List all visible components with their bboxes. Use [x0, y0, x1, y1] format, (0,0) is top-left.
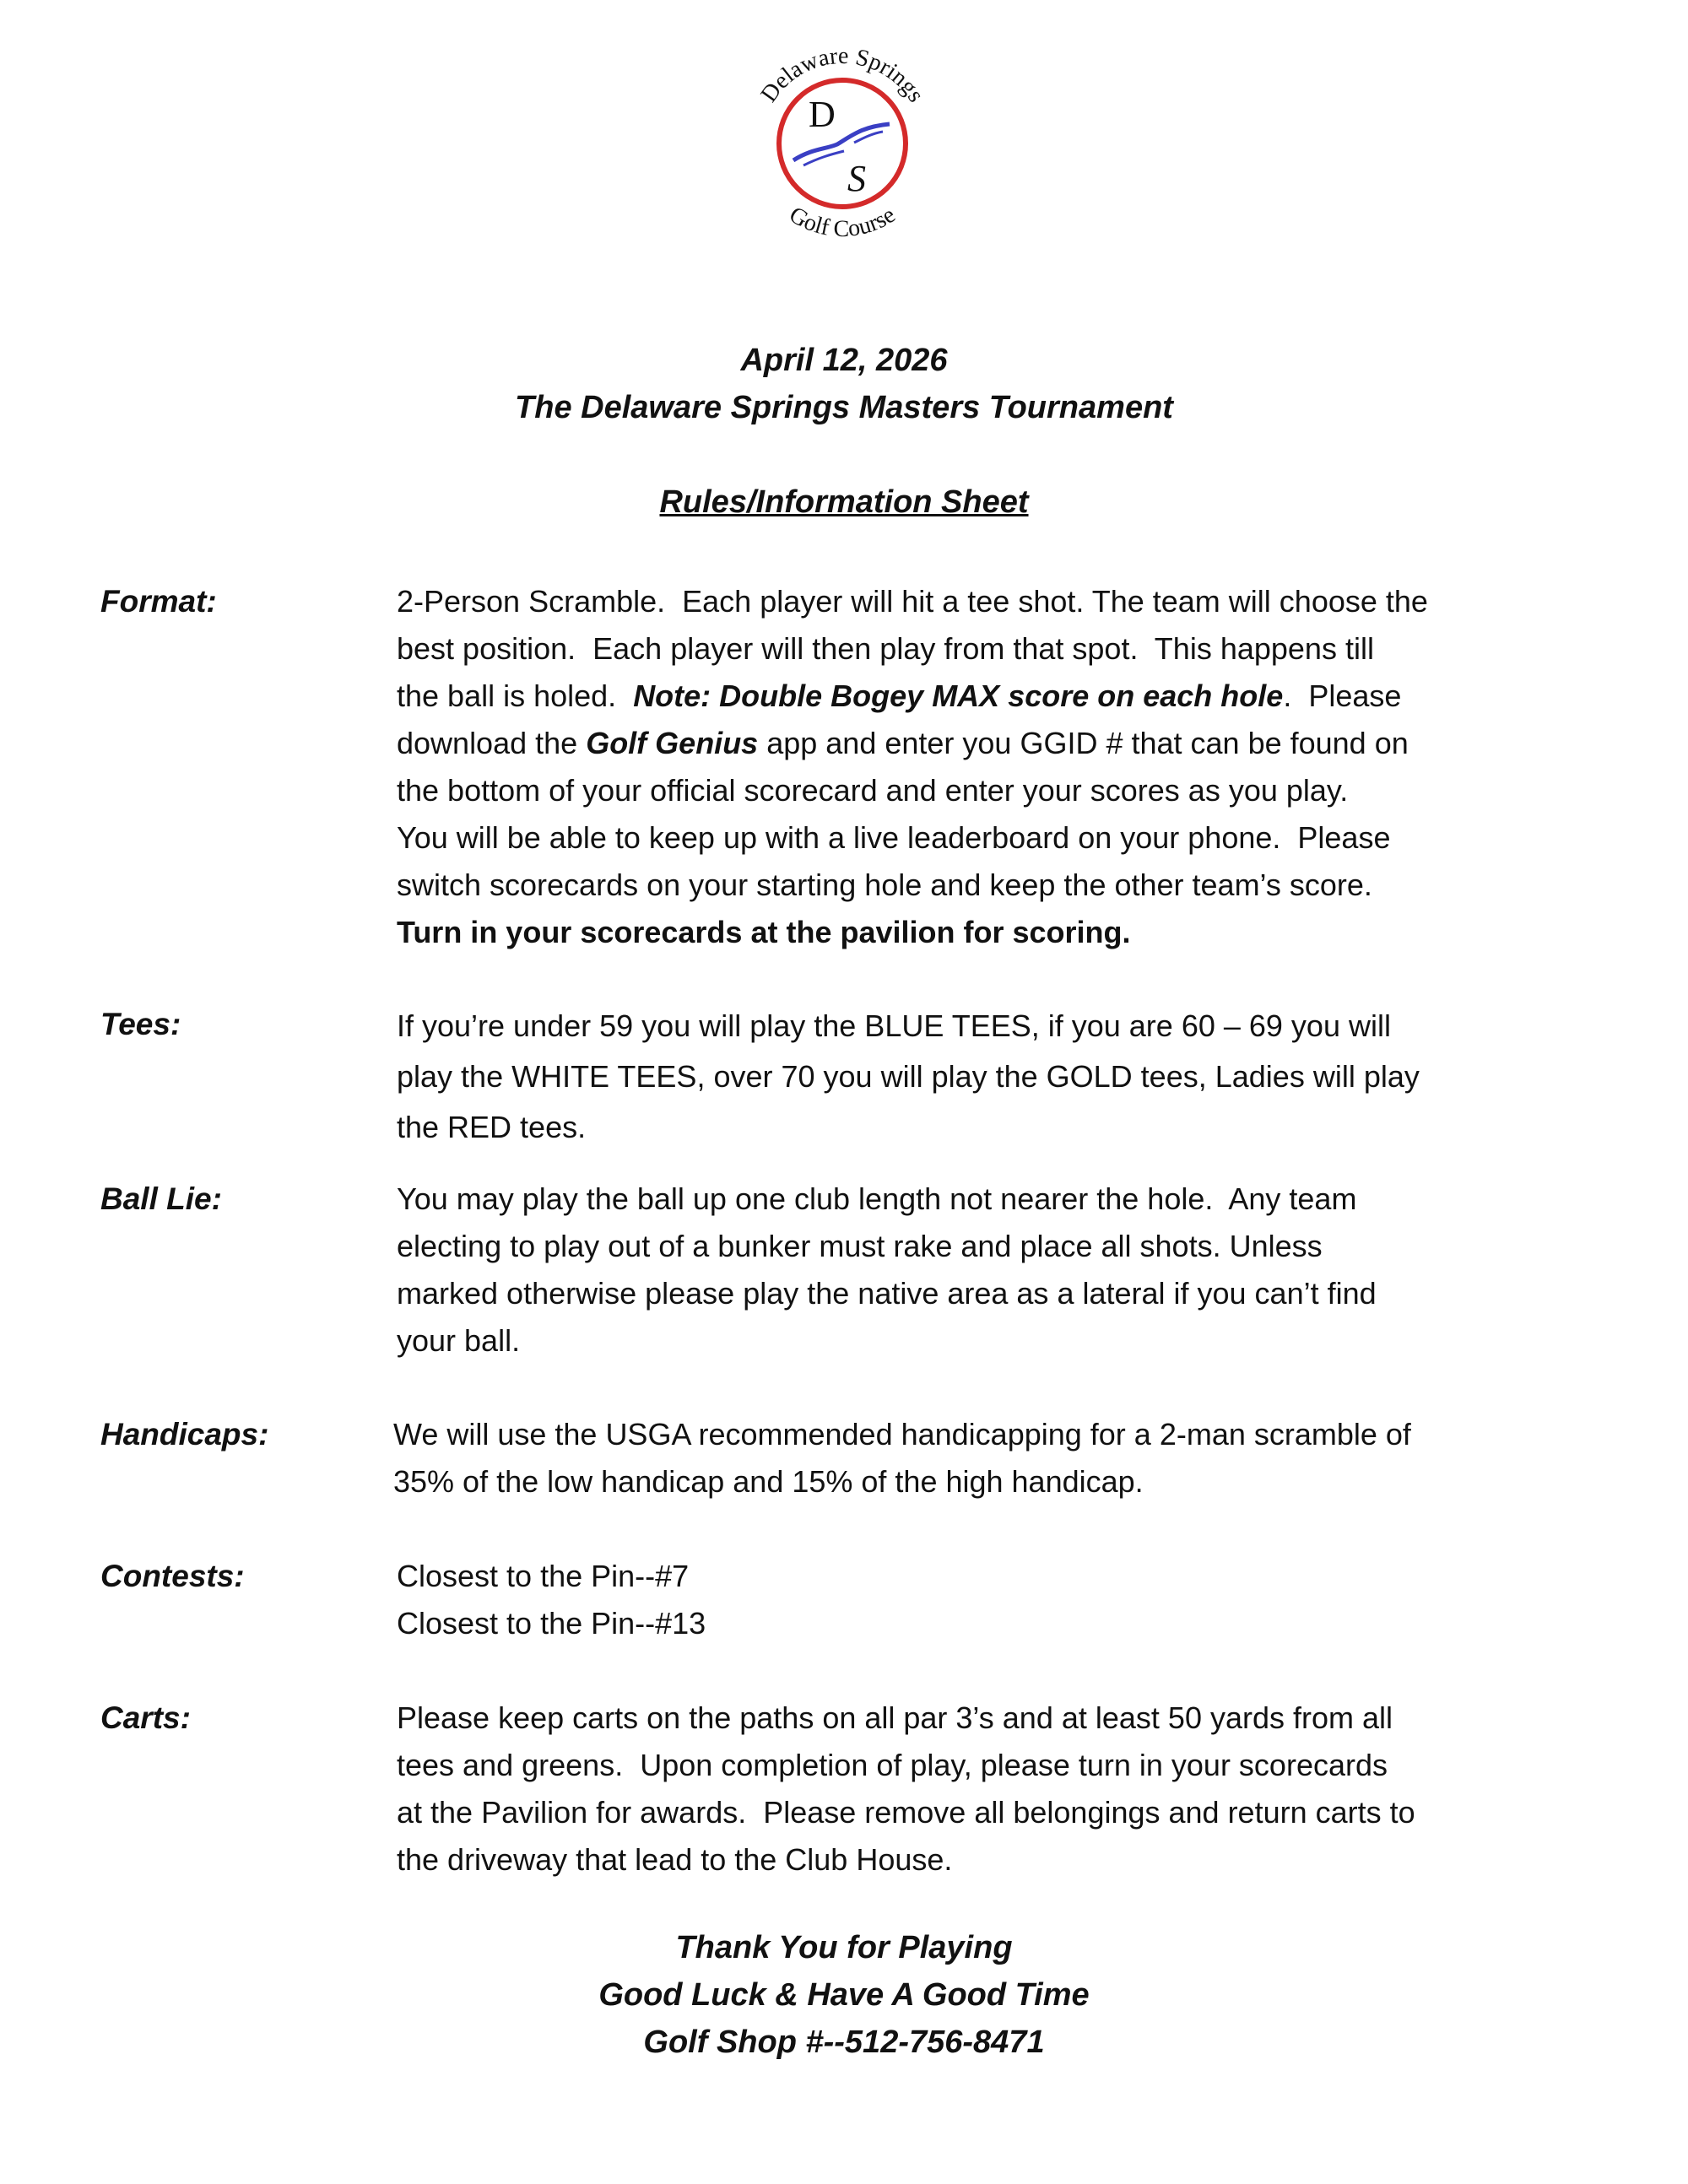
- text-run: the RED tees.: [397, 1110, 587, 1144]
- text-line: [397, 1270, 1377, 1317]
- text-run: 35% of the low handicap and 15% of the high handicap.: [393, 1464, 1144, 1499]
- text-run: Closest to the Pin--#13: [397, 1606, 706, 1641]
- text-line: [397, 1001, 1420, 1051]
- section-body: [397, 1176, 1377, 1365]
- delaware-springs-logo: [724, 25, 960, 262]
- svg-text:D: D: [809, 94, 836, 135]
- text-line: [397, 1223, 1377, 1270]
- section-label: Carts:: [100, 1700, 191, 1735]
- text-run: download the: [397, 726, 587, 760]
- section-body: [397, 1553, 706, 1647]
- text-run: You may play the ball up one club length not nearer the hole. Any team: [397, 1181, 1357, 1216]
- text-line: [397, 862, 1428, 909]
- text-line: [397, 814, 1428, 862]
- text-run: We will use the USGA recommended handicapping for a 2-man scramble of: [393, 1417, 1411, 1451]
- section-label: Format:: [100, 584, 217, 619]
- text-line: [397, 767, 1428, 814]
- text-run: You will be able to keep up with a live leaderboard on your phone. Please: [397, 820, 1391, 855]
- text-run: If you’re under 59 you will play the BLUE TEES, if you are 60 – 69 you will: [397, 1008, 1391, 1043]
- section-body: [397, 1001, 1420, 1153]
- text-line: [393, 1458, 1411, 1506]
- text-run: 2-Person Scramble. Each player will hit a tee shot. The team will choose the: [397, 584, 1428, 619]
- text-run: Please keep carts on the paths on all par 3’s and at least 50 yards from all: [397, 1700, 1393, 1735]
- text-line: [397, 1836, 1415, 1884]
- svg-text:Golf Course: Golf Course: [784, 201, 901, 243]
- event-date: April 12, 2026: [740, 343, 948, 378]
- text-run: play the WHITE TEES, over 70 you will play the GOLD tees, Ladies will play: [397, 1059, 1420, 1094]
- text-run: the bottom of your official scorecard and enter your scores as you play.: [397, 773, 1349, 808]
- text-run: . Please: [1283, 678, 1402, 713]
- text-line: [397, 1102, 1420, 1153]
- svg-text:S: S: [847, 158, 866, 199]
- section-label: Handicaps:: [100, 1417, 269, 1451]
- section-body: [397, 578, 1428, 956]
- section-label: Ball Lie:: [100, 1181, 222, 1216]
- text-run: app and enter you GGID # that can be found on: [758, 726, 1409, 760]
- text-line: [397, 1553, 706, 1600]
- text-run: at the Pavilion for awards. Please remove all belongings and return carts to: [397, 1795, 1415, 1830]
- text-run: marked otherwise please play the native area as a lateral if you can’t find: [397, 1276, 1377, 1311]
- text-run: your ball.: [397, 1323, 521, 1358]
- text-line: [397, 1742, 1415, 1789]
- text-line: [397, 1051, 1420, 1102]
- text-line: [397, 1317, 1377, 1365]
- text-line: [397, 1695, 1415, 1742]
- text-run: the ball is holed.: [397, 678, 634, 713]
- footer-golf-shop-phone: Golf Shop #--512-756-8471: [643, 2025, 1045, 2060]
- footer-good-luck: Good Luck & Have A Good Time: [598, 1977, 1090, 2013]
- text-line: [397, 1600, 706, 1647]
- text-line: [397, 1789, 1415, 1836]
- text-run: Closest to the Pin--#7: [397, 1559, 690, 1593]
- text-line: [397, 909, 1428, 956]
- emphasized-text: Note: Double Bogey MAX score on each hole: [633, 678, 1284, 713]
- text-run: best position. Each player will then play from that spot. This happens till: [397, 631, 1374, 666]
- text-run: electing to play out of a bunker must rake and place all shots. Unless: [397, 1229, 1323, 1263]
- text-run: tees and greens. Upon completion of play, please turn in your scorecards: [397, 1748, 1388, 1782]
- section-body: [393, 1411, 1411, 1506]
- section-label: Contests:: [100, 1559, 245, 1593]
- event-title: The Delaware Springs Masters Tournament: [515, 390, 1173, 425]
- sheet-subtitle: Rules/Information Sheet: [659, 484, 1029, 520]
- svg-text:Delaware Springs: Delaware Springs: [755, 42, 929, 107]
- section-label: Tees:: [100, 1007, 181, 1041]
- text-line: [397, 578, 1428, 625]
- emphasized-text: Turn in your scorecards at the pavilion for scoring.: [397, 915, 1131, 949]
- emphasized-text: Golf Genius: [586, 726, 759, 760]
- text-line: [397, 1176, 1377, 1223]
- text-run: the driveway that lead to the Club House.: [397, 1842, 953, 1877]
- section-body: [397, 1695, 1415, 1884]
- text-line: [393, 1411, 1411, 1458]
- footer-thanks: Thank You for Playing: [675, 1930, 1013, 1965]
- text-line: [397, 625, 1428, 673]
- text-line: [397, 673, 1428, 720]
- text-run: switch scorecards on your starting hole and keep the other team’s score.: [397, 868, 1372, 902]
- text-line: [397, 720, 1428, 767]
